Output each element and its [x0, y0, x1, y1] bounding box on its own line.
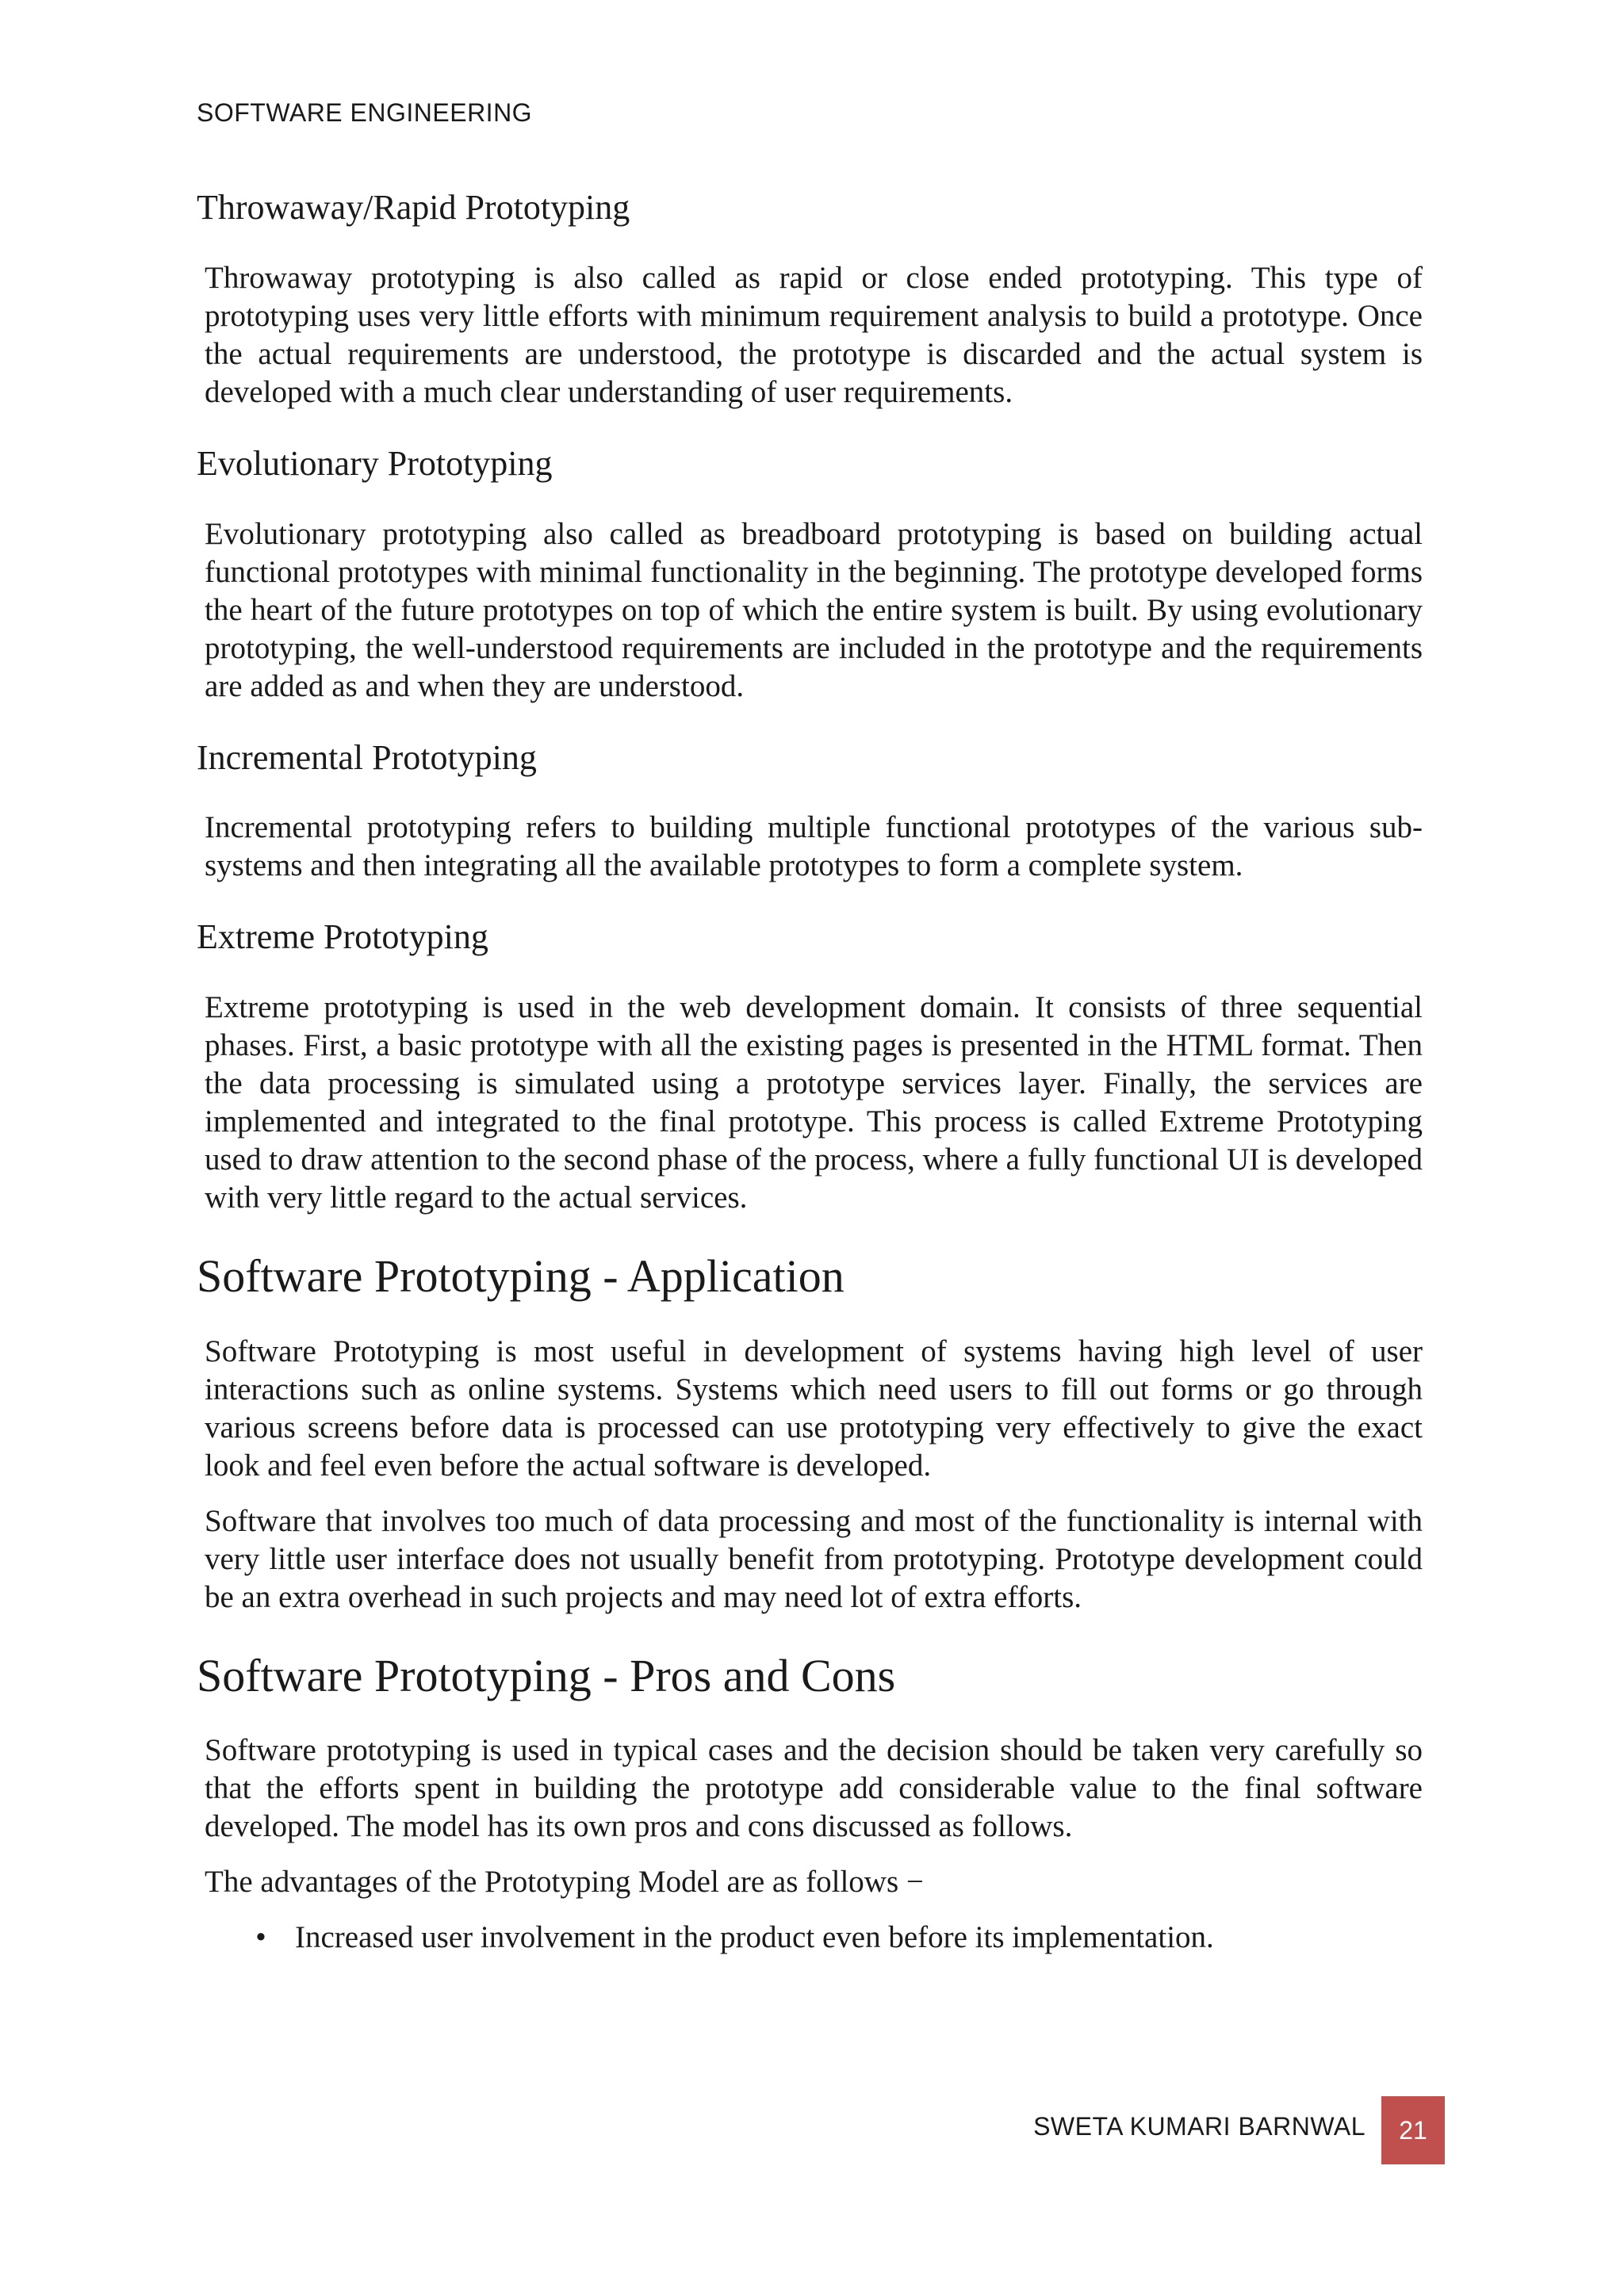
section-incremental-prototyping	[197, 737, 1423, 886]
paragraph: Software Prototyping is most useful in development of systems having high level of user interactions such as online systems. Systems which need users to fill out forms or go through various screens before data is processed can use prototyping very effectively to give the exact look and feel even before the actual software is developed.	[205, 1334, 1423, 1483]
section-extreme-prototyping	[197, 916, 1423, 1217]
paragraph: Throwaway prototyping is also called as rapid or close ended prototyping. This type of prototyping uses very little efforts with minimum requirement analysis to build a prototype. Once the actual requirements are understood, the prototype is discarded and the actual system is developed with a much clear understanding of user requirements.	[205, 260, 1423, 409]
section-heading: Software Prototyping - Pros and Cons	[197, 1649, 896, 1701]
page-content	[197, 187, 1423, 1957]
paragraph: Incremental prototyping refers to building multiple functional prototypes of the various sub-systems and then integrating all the available prototypes to form a complete system.	[205, 810, 1423, 883]
running-header: SOFTWARE ENGINEERING	[197, 98, 533, 127]
paragraph: Evolutionary prototyping also called as breadboard prototyping is based on building actual functional prototypes with minimal functionality in the beginning. The prototype developed forms the heart of the future prototypes on top of which the entire system is built. By using evolutionary prototyping, the well-understood requirements are included in the prototype and the requirements are added as and when they are understood.	[205, 516, 1423, 703]
section-prototyping-pros-and-cons	[197, 1648, 1423, 1957]
paragraph: Software that involves too much of data processing and most of the functionality is internal with very little user interface does not usually benefit from prototyping. Prototype development could be an extra overhead in such projects and may need lot of extra efforts.	[205, 1503, 1423, 1614]
paragraph: The advantages of the Prototyping Model are as follows −	[205, 1865, 924, 1900]
section-heading: Incremental Prototyping	[197, 737, 537, 777]
footer-author: SWETA KUMARI BARNWAL	[1033, 2112, 1365, 2141]
section-prototyping-application	[197, 1249, 1423, 1617]
section-heading: Throwaway/Rapid Prototyping	[197, 188, 630, 227]
list-item-text: Increased user involvement in the product even before its implementation.	[295, 1920, 1214, 1955]
page-number-badge: 21	[1381, 2096, 1445, 2164]
paragraph: Software prototyping is used in typical cases and the decision should be taken very carefully so that the efforts spent in building the prototype add considerable value to the final software developed. The model has its own pros and cons discussed as follows.	[205, 1733, 1423, 1844]
paragraph: Extreme prototyping is used in the web development domain. It consists of three sequential phases. First, a basic prototype with all the existing pages is presented in the HTML format. Then the data processing is simulated using a prototype services layer. Finally, the services are implemented and integrated to the final prototype. This process is called Extreme Prototyping used to draw attention to the second phase of the process, where a fully functional UI is developed with very little regard to the actual services.	[205, 990, 1423, 1215]
bullet-icon: •	[255, 1920, 266, 1955]
section-heading: Software Prototyping - Application	[197, 1250, 845, 1303]
list-item	[249, 1919, 1423, 1957]
section-evolutionary-prototyping	[197, 443, 1423, 706]
advantages-list	[197, 1919, 1423, 1957]
section-heading: Evolutionary Prototyping	[197, 443, 553, 483]
section-heading: Extreme Prototyping	[197, 917, 488, 957]
section-throwaway-prototyping	[197, 187, 1423, 411]
